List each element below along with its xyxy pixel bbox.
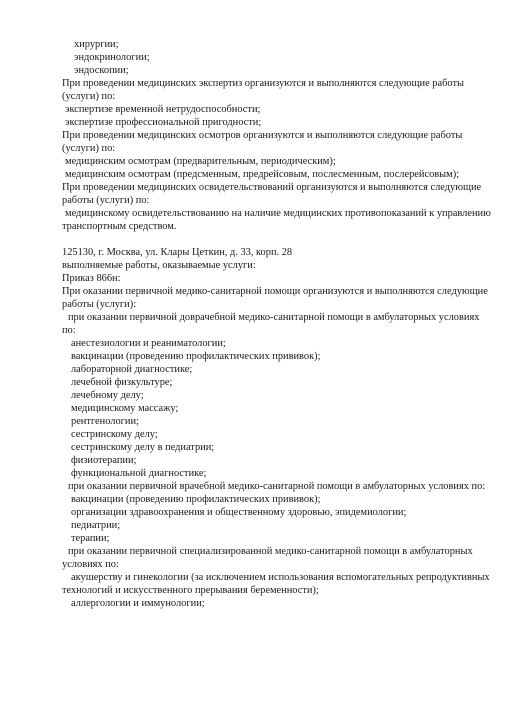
paragraph-heading-continued: работы (услуги): bbox=[62, 299, 137, 310]
list-item: анестезиологии и реаниматологии; bbox=[71, 338, 226, 349]
paragraph-heading: При проведении медицинских освидетельствований организуются и выполняются следующие bbox=[62, 182, 482, 193]
list-item: лечебному делу; bbox=[71, 390, 144, 401]
list-item: экспертизе временной нетрудоспособности; bbox=[65, 104, 261, 115]
list-item: лабораторной диагностике; bbox=[71, 364, 193, 375]
subsection-heading: при оказании первичной доврачебной медико-санитарной помощи в амбулаторных условиях bbox=[68, 312, 480, 323]
list-item: аллергологии и иммунологии; bbox=[71, 598, 205, 609]
paragraph-heading: При проведении медицинских экспертиз организуются и выполняются следующие работы bbox=[62, 78, 464, 89]
section-gap bbox=[62, 233, 512, 246]
list-item: вакцинации (проведению профилактических прививок); bbox=[71, 494, 321, 505]
list-item: функциональной диагностике; bbox=[71, 468, 207, 479]
list-item: экспертизе профессиональной пригодности; bbox=[65, 117, 262, 128]
list-item: рентгенологии; bbox=[71, 416, 139, 427]
list-item: педиатрии; bbox=[71, 520, 121, 531]
list-item: вакцинации (проведению профилактических прививок); bbox=[71, 351, 321, 362]
subsection-heading-continued: условиях по: bbox=[62, 559, 119, 570]
list-item-continued: технологий и искусственного прерывания беременности); bbox=[62, 585, 319, 596]
list-item: медицинским осмотрам (предсменным, предрейсовым, послесменным, послерейсовым); bbox=[65, 169, 460, 180]
list-item: физиотерапии; bbox=[71, 455, 137, 466]
list-item: сестринскому делу; bbox=[71, 429, 158, 440]
list-item: терапии; bbox=[71, 533, 110, 544]
paragraph-heading-continued: (услуги) по: bbox=[62, 143, 116, 154]
list-item: хирургии; bbox=[74, 39, 119, 50]
list-item: медицинскому массажу; bbox=[71, 403, 179, 414]
list-item: эндоскопии; bbox=[74, 65, 129, 76]
order-reference: Приказ 866н: bbox=[62, 273, 121, 284]
list-item: лечебной физкультуре; bbox=[71, 377, 173, 388]
list-item: медицинским осмотрам (предварительным, периодическим); bbox=[65, 156, 336, 167]
document-body bbox=[62, 38, 512, 610]
address-line: 125130, г. Москва, ул. Клары Цеткин, д. 33, корп. 28 bbox=[62, 247, 293, 258]
list-item: эндокринологии; bbox=[74, 52, 150, 63]
subsection-heading: при оказании первичной специализированной медико-санитарной помощи в амбулаторных bbox=[68, 546, 473, 557]
list-item-continued: транспортным средством. bbox=[62, 221, 177, 232]
paragraph-heading-continued: (услуги) по: bbox=[62, 91, 116, 102]
services-heading: выполняемые работы, оказываемые услуги: bbox=[62, 260, 256, 271]
paragraph-heading: При проведении медицинских осмотров организуются и выполняются следующие работы bbox=[62, 130, 463, 141]
list-item: медицинскому освидетельствованию на наличие медицинских противопоказаний к управлению bbox=[65, 208, 491, 219]
list-item: организации здравоохранения и общественному здоровью, эпидемиологии; bbox=[71, 507, 407, 518]
list-item: сестринскому делу в педиатрии; bbox=[71, 442, 215, 453]
list-item: акушерству и гинекологии (за исключением использования вспомогательных репродуктивных bbox=[71, 572, 490, 583]
subsection-heading-continued: по: bbox=[62, 325, 76, 336]
subsection-heading: при оказании первичной врачебной медико-санитарной помощи в амбулаторных условиях по: bbox=[68, 481, 486, 492]
paragraph-heading-continued: работы (услуги) по: bbox=[62, 195, 150, 206]
paragraph-heading: При оказании первичной медико-санитарной помощи организуются и выполняются следующие bbox=[62, 286, 488, 297]
